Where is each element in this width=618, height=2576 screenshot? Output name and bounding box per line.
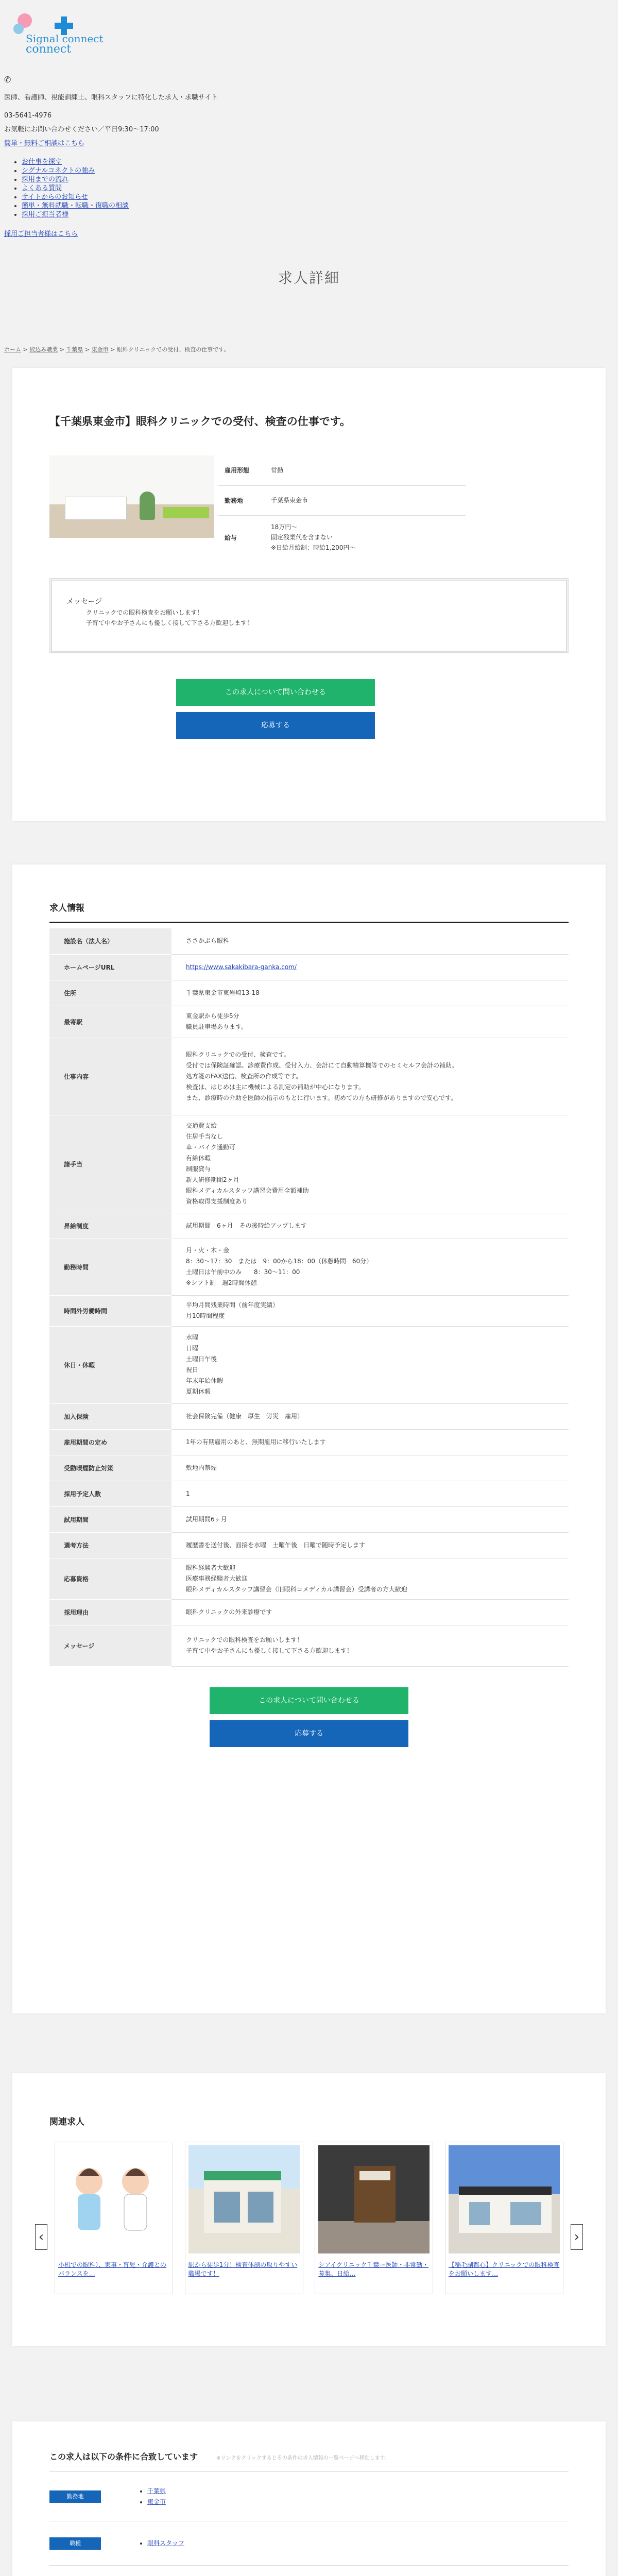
conditions-note: ※リンクをクリックするとその条件の求人情報の一覧ページへ移動します。 (216, 2455, 390, 2461)
info-row (49, 1115, 569, 1213)
message-box (49, 578, 569, 653)
info-row (49, 1599, 569, 1625)
related-job-card[interactable] (315, 2142, 433, 2294)
job-info-title: 求人情報 (49, 901, 569, 923)
summary-value: 千葉県東金市 (265, 485, 466, 515)
info-value: クリニックでの眼科検査をお願いします！ 子育て中やお子さんにも優しく接して下さる方歓迎します！ (171, 1625, 569, 1666)
condition-row (49, 2521, 569, 2566)
summary-label: 給与 (225, 534, 237, 541)
info-label: 勤務時間 (49, 1239, 171, 1295)
message-label: メッセージ (66, 598, 102, 606)
condition-row (49, 2566, 569, 2576)
condition-label: 勤務地 (49, 2490, 101, 2503)
info-label: 雇用期間の定め (49, 1429, 171, 1455)
nav-item-flow[interactable]: 採用までの流れ (22, 176, 69, 183)
info-value: 1 (171, 1481, 569, 1506)
info-value: 社会保険完備（健康 厚生 労災 雇用） (171, 1403, 569, 1429)
info-row (49, 1506, 569, 1532)
breadcrumb-filter[interactable]: 絞込み職業 (29, 346, 58, 353)
info-value: 水曜 日曜 土曜日午後 祝日 年末年始休暇 夏期休暇 (171, 1326, 569, 1403)
header-consult-link[interactable]: 簡単・無料ご相談はこちら (4, 140, 85, 147)
homepage-link[interactable]: https://www.sakakibara-ganka.com/ (186, 963, 297, 971)
info-label: 加入保険 (49, 1403, 171, 1429)
info-row (49, 928, 569, 954)
info-value: 交通費支給 住居手当なし 車・バイク通勤可 有給休暇 制服貸与 新人研修期間2ヶ月 眼科メディカルスタッフ講習会費用全額補助 資格取得支援制度あり (171, 1115, 569, 1213)
global-nav (4, 158, 614, 219)
summary-label: 勤務地 (218, 485, 265, 515)
info-label: 最寄駅 (49, 1006, 171, 1038)
site-header (0, 0, 618, 238)
info-value: 眼科クリニックでの受付、検査です。 受付では保険証確認、診療費作成、受付入力、会計にて自動精算機等でのセミセルフ会計の補助。 処方箋のFAX送信、検査所の作成等です。 検査は、はじめは主に機械による測定の補助が中心になります。 また、診療時の介助を医師の指示のもとに行います。初めての方も研修がありますので安心です。 (171, 1038, 569, 1115)
info-value: 眼科クリニックの外来診療です (171, 1599, 569, 1625)
info-label: 施設名（法人名） (49, 928, 171, 954)
related-job-title[interactable]: 駅から徒歩1分！検査体制の取りやすい職場です！ (188, 2261, 298, 2277)
job-info-card (12, 865, 606, 2013)
info-label: 休日・休暇 (49, 1326, 171, 1403)
info-value: 月・火・木・金 8：30〜17：30 または 9：00から18：00（休憩時間 60分） 土曜日は午前中のみ 8：30〜11：00 ※シフト制 週2時間休憩 (171, 1239, 569, 1295)
nav-item-news[interactable]: サイトからのお知らせ (22, 193, 88, 201)
info-row (49, 1455, 569, 1481)
info-value: ささかぶら眼科 (171, 928, 569, 954)
info-row (49, 1326, 569, 1403)
related-job-image (449, 2145, 560, 2253)
info-label: 選考方法 (49, 1532, 171, 1558)
info-label: 受動喫煙防止対策 (49, 1455, 171, 1481)
breadcrumb-current: 眼科クリニックでの受付、検査の仕事です。 (116, 346, 230, 353)
info-row (49, 1429, 569, 1455)
info-value: 試用期間 6ヶ月 その後時給アップします (171, 1213, 569, 1239)
related-job-card[interactable] (445, 2142, 563, 2294)
chevron-right-icon[interactable]: › (571, 2224, 583, 2250)
svg-text:connect: connect (26, 43, 72, 56)
condition-link[interactable]: 東金市 (147, 2498, 166, 2505)
info-value: 敷地内禁煙 (171, 1455, 569, 1481)
contact-button[interactable]: この求人について問い合わせる (210, 1687, 408, 1714)
breadcrumb-city[interactable]: 東金市 (91, 346, 109, 353)
related-title: 関連求人 (49, 2117, 84, 2127)
info-row (49, 1532, 569, 1558)
related-job-card[interactable] (185, 2142, 303, 2294)
svg-text:Signal connect: Signal connect (26, 32, 104, 45)
info-row (49, 1558, 569, 1599)
info-row (49, 1625, 569, 1666)
condition-link[interactable]: 眼科スタッフ (147, 2539, 185, 2547)
info-value: 1年の有期雇用のあと、無期雇用に移行いたします (171, 1429, 569, 1455)
summary-value: 常勤 (265, 455, 466, 485)
job-info-table (49, 928, 569, 1667)
info-label: 試用期間 (49, 1506, 171, 1532)
info-row (49, 1481, 569, 1506)
nav-item-search[interactable]: お仕事を探す (22, 158, 62, 166)
info-value: 平均月間残業時間（前年度実績） 月10時間程度 (171, 1295, 569, 1326)
info-row (49, 1213, 569, 1239)
info-row (49, 1006, 569, 1038)
condition-row (49, 2472, 569, 2521)
info-label: 時間外労働時間 (49, 1295, 171, 1326)
info-row (49, 1038, 569, 1115)
nav-item-faq[interactable]: よくある質問 (22, 184, 62, 192)
info-label: 応募資格 (49, 1558, 171, 1599)
info-row (49, 1295, 569, 1326)
related-job-image (188, 2145, 300, 2253)
info-label: 住所 (49, 980, 171, 1006)
info-row (49, 1403, 569, 1429)
conditions-title: この求人は以下の条件に合致しています (49, 2452, 198, 2462)
info-row (49, 954, 569, 980)
info-label: 仕事内容 (49, 1038, 171, 1115)
info-row (49, 1239, 569, 1295)
condition-link[interactable]: 千葉県 (147, 2487, 166, 2495)
related-carousel (38, 2142, 580, 2294)
related-job-title[interactable]: シアイクリニック千葉ー医師・非常勤・募集、日給… (318, 2261, 429, 2277)
apply-button[interactable]: 応募する (176, 712, 375, 739)
info-value: 千葉県東金市東岩崎13-18 (171, 980, 569, 1006)
job-title: 【千葉県東金市】眼科クリニックでの受付、検査の仕事です。 (49, 415, 351, 428)
nav-item-consult[interactable]: 簡単・無料就職・転職・復職の相談 (22, 202, 129, 210)
contact-button[interactable]: この求人について問い合わせる (176, 679, 375, 706)
info-value: 試用期間6ヶ月 (171, 1506, 569, 1532)
related-job-card[interactable] (55, 2142, 173, 2294)
nav-item-recruiters[interactable]: 採用ご担当者様 (22, 211, 69, 218)
info-label: 採用理由 (49, 1599, 171, 1625)
cta-group (0, 679, 569, 739)
info-label: メッセージ (49, 1625, 171, 1666)
summary-table (218, 455, 466, 560)
nav-item-strengths[interactable]: シグナルコネクトの強み (22, 167, 95, 175)
recruiter-link[interactable]: 採用ご担当者様はこちら (4, 230, 78, 238)
header-tel: 03-5641-4976 (4, 112, 52, 120)
breadcrumb-prefecture[interactable]: 千葉県 (66, 346, 83, 353)
info-value (171, 954, 569, 980)
message-text: クリニックでの眼科検査をお願いします！ 子育て中やお子さんにも優しく接して下さる方歓迎します！ (86, 609, 253, 626)
related-job-title[interactable]: 【稲毛副都心】クリニックでの眼科検査をお願いします… (448, 2261, 560, 2277)
apply-button[interactable]: 応募する (210, 1720, 408, 1747)
job-summary-card (12, 368, 606, 821)
header-hours: お気軽にお問い合わせください／平日9:30〜17:00 (4, 126, 159, 133)
site-tagline: 医師、看護師、視能訓練士、眼科スタッフに特化した求人・求職サイト (4, 94, 218, 101)
related-job-image (318, 2145, 430, 2253)
cta-group (49, 1687, 569, 1747)
info-row (49, 980, 569, 1006)
info-label: 諸手当 (49, 1115, 171, 1213)
summary-label: 雇用形態 (218, 455, 265, 485)
page-title: 求人詳細 (278, 269, 340, 286)
info-label: ホームページURL (49, 954, 171, 980)
info-label: 昇給制度 (49, 1213, 171, 1239)
conditions-card (12, 2421, 606, 2576)
info-value: 履歴書を送付後、面接を水曜 土曜午後 日曜で随時予定します (171, 1532, 569, 1558)
condition-label: 職種 (49, 2537, 101, 2550)
chevron-left-icon[interactable]: ‹ (35, 2224, 47, 2250)
job-summary (49, 455, 569, 560)
related-job-image (58, 2145, 169, 2253)
info-value: 眼科経験者大歓迎 医療事務経験者大歓迎 眼科メディカルスタッフ講習会（旧眼科コメディカル講習会）受講者の方大歓迎 (171, 1558, 569, 1599)
breadcrumb: ホーム > 絞込み職業 > 千葉県 > 東金市 > 眼科クリニックでの受付、検査の仕事です。 (4, 346, 230, 353)
breadcrumb-home[interactable]: ホーム (4, 346, 21, 353)
info-value: 東金駅から徒歩5分 職員駐車場あります。 (171, 1006, 569, 1038)
phone-icon: ✆ (4, 75, 11, 84)
site-logo[interactable] (4, 5, 104, 64)
summary-value: 18万円〜 固定残業代を含まない ※日給月給制：時給1,200円〜 (271, 523, 356, 552)
related-jobs-card (12, 2073, 606, 2346)
info-label: 採用予定人数 (49, 1481, 171, 1506)
job-photo (49, 455, 214, 538)
related-job-title[interactable]: 小机での眼科）、家事・育児・介護とのバランスを… (58, 2261, 167, 2277)
